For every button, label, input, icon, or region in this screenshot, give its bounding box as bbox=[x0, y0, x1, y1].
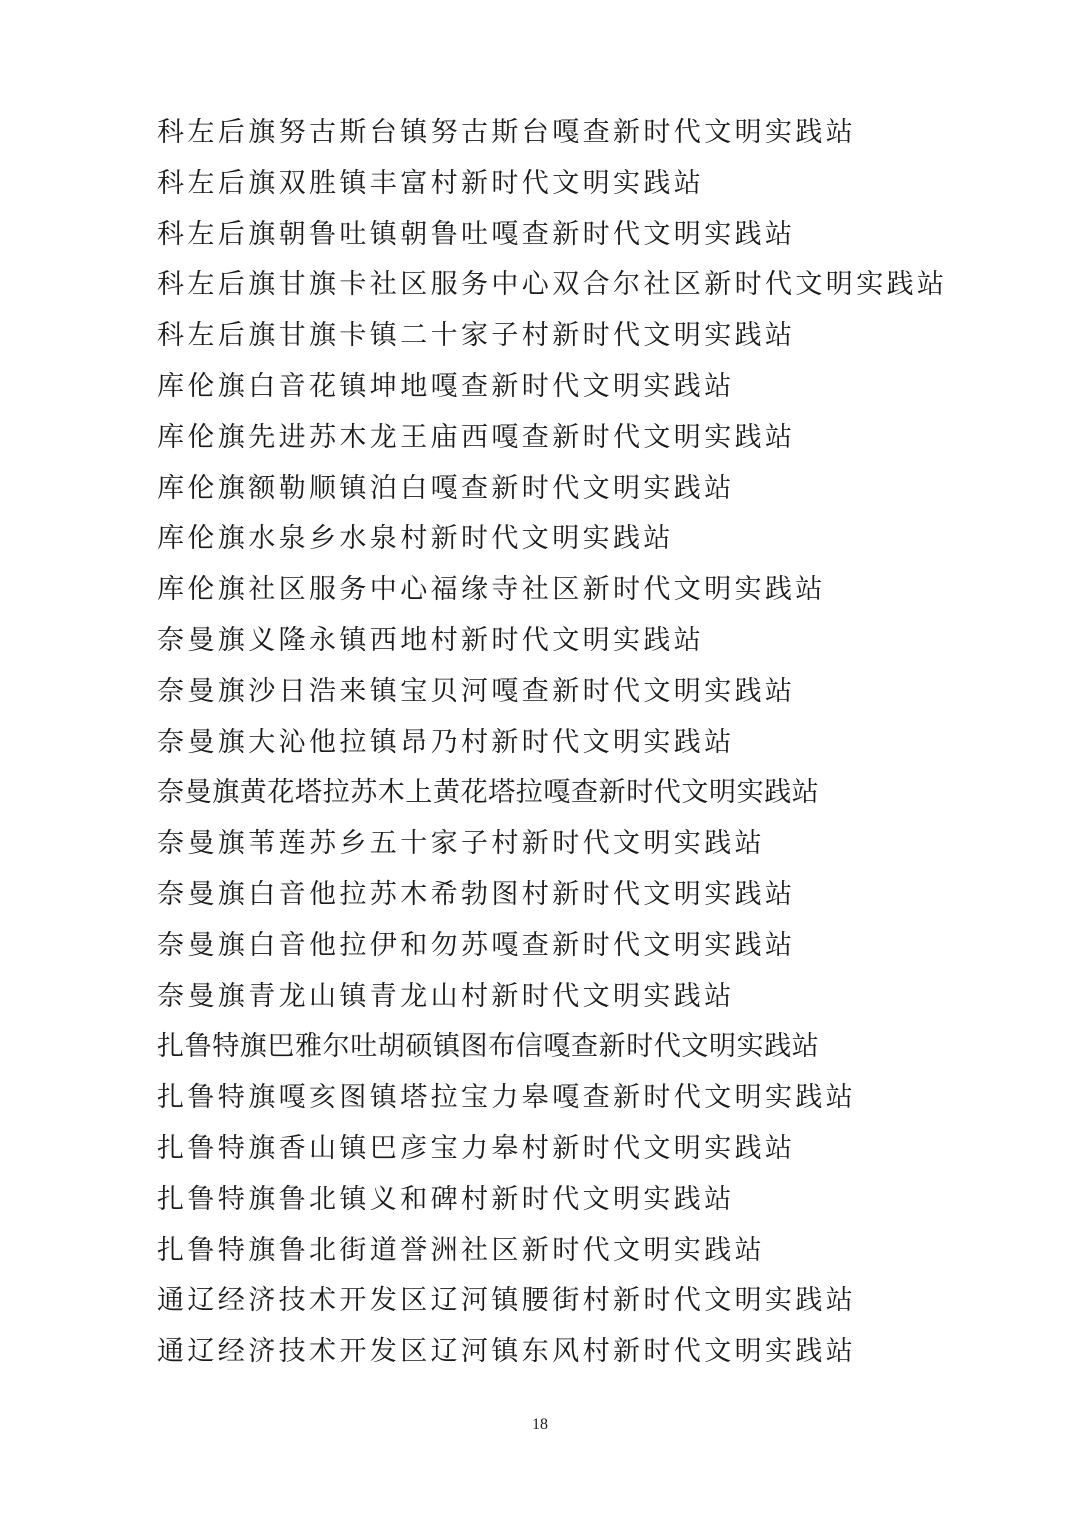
list-item: 通辽经济技术开发区辽河镇东风村新时代文明实践站 bbox=[157, 1336, 857, 1368]
list-item: 扎鲁特旗巴雅尔吐胡硕镇图布信嘎查新时代文明实践站 bbox=[157, 1031, 820, 1063]
station-list bbox=[157, 108, 1037, 1378]
list-item: 扎鲁特旗嘎亥图镇塔拉宝力皋嘎查新时代文明实践站 bbox=[157, 1082, 857, 1114]
list-item: 奈曼旗黄花塔拉苏木上黄花塔拉嘎查新时代文明实践站 bbox=[157, 777, 820, 809]
list-item: 库伦旗白音花镇坤地嘎查新时代文明实践站 bbox=[157, 370, 735, 402]
list-item: 库伦旗先进苏木龙王庙西嘎查新时代文明实践站 bbox=[157, 421, 796, 453]
list-item: 通辽经济技术开发区辽河镇腰街村新时代文明实践站 bbox=[157, 1285, 857, 1317]
list-item: 科左后旗甘旗卡镇二十家子村新时代文明实践站 bbox=[157, 320, 796, 352]
list-item: 科左后旗朝鲁吐镇朝鲁吐嘎查新时代文明实践站 bbox=[157, 218, 796, 250]
list-item: 奈曼旗沙日浩来镇宝贝河嘎查新时代文明实践站 bbox=[157, 675, 796, 707]
list-item: 库伦旗额勒顺镇泊白嘎查新时代文明实践站 bbox=[157, 472, 735, 504]
list-item: 奈曼旗大沁他拉镇昂乃村新时代文明实践站 bbox=[157, 726, 735, 758]
list-item: 奈曼旗义隆永镇西地村新时代文明实践站 bbox=[157, 624, 705, 656]
list-item: 扎鲁特旗鲁北镇义和碑村新时代文明实践站 bbox=[157, 1183, 735, 1215]
list-item: 科左后旗甘旗卡社区服务中心双合尔社区新时代文明实践站 bbox=[157, 269, 948, 301]
list-item: 库伦旗水泉乡水泉村新时代文明实践站 bbox=[157, 523, 674, 555]
list-item: 科左后旗双胜镇丰富村新时代文明实践站 bbox=[157, 167, 705, 199]
list-item: 扎鲁特旗香山镇巴彦宝力皋村新时代文明实践站 bbox=[157, 1132, 796, 1164]
list-item: 奈曼旗白音他拉伊和勿苏嘎查新时代文明实践站 bbox=[157, 929, 796, 961]
list-item: 库伦旗社区服务中心福缘寺社区新时代文明实践站 bbox=[157, 574, 826, 606]
list-item: 科左后旗努古斯台镇努古斯台嘎查新时代文明实践站 bbox=[157, 117, 857, 148]
page-number: 18 bbox=[532, 1416, 548, 1433]
list-item: 奈曼旗白音他拉苏木希勃图村新时代文明实践站 bbox=[157, 878, 796, 910]
list-item: 扎鲁特旗鲁北街道誉洲社区新时代文明实践站 bbox=[157, 1234, 765, 1266]
list-item: 奈曼旗苇莲苏乡五十家子村新时代文明实践站 bbox=[157, 828, 765, 860]
list-item: 奈曼旗青龙山镇青龙山村新时代文明实践站 bbox=[157, 980, 735, 1012]
